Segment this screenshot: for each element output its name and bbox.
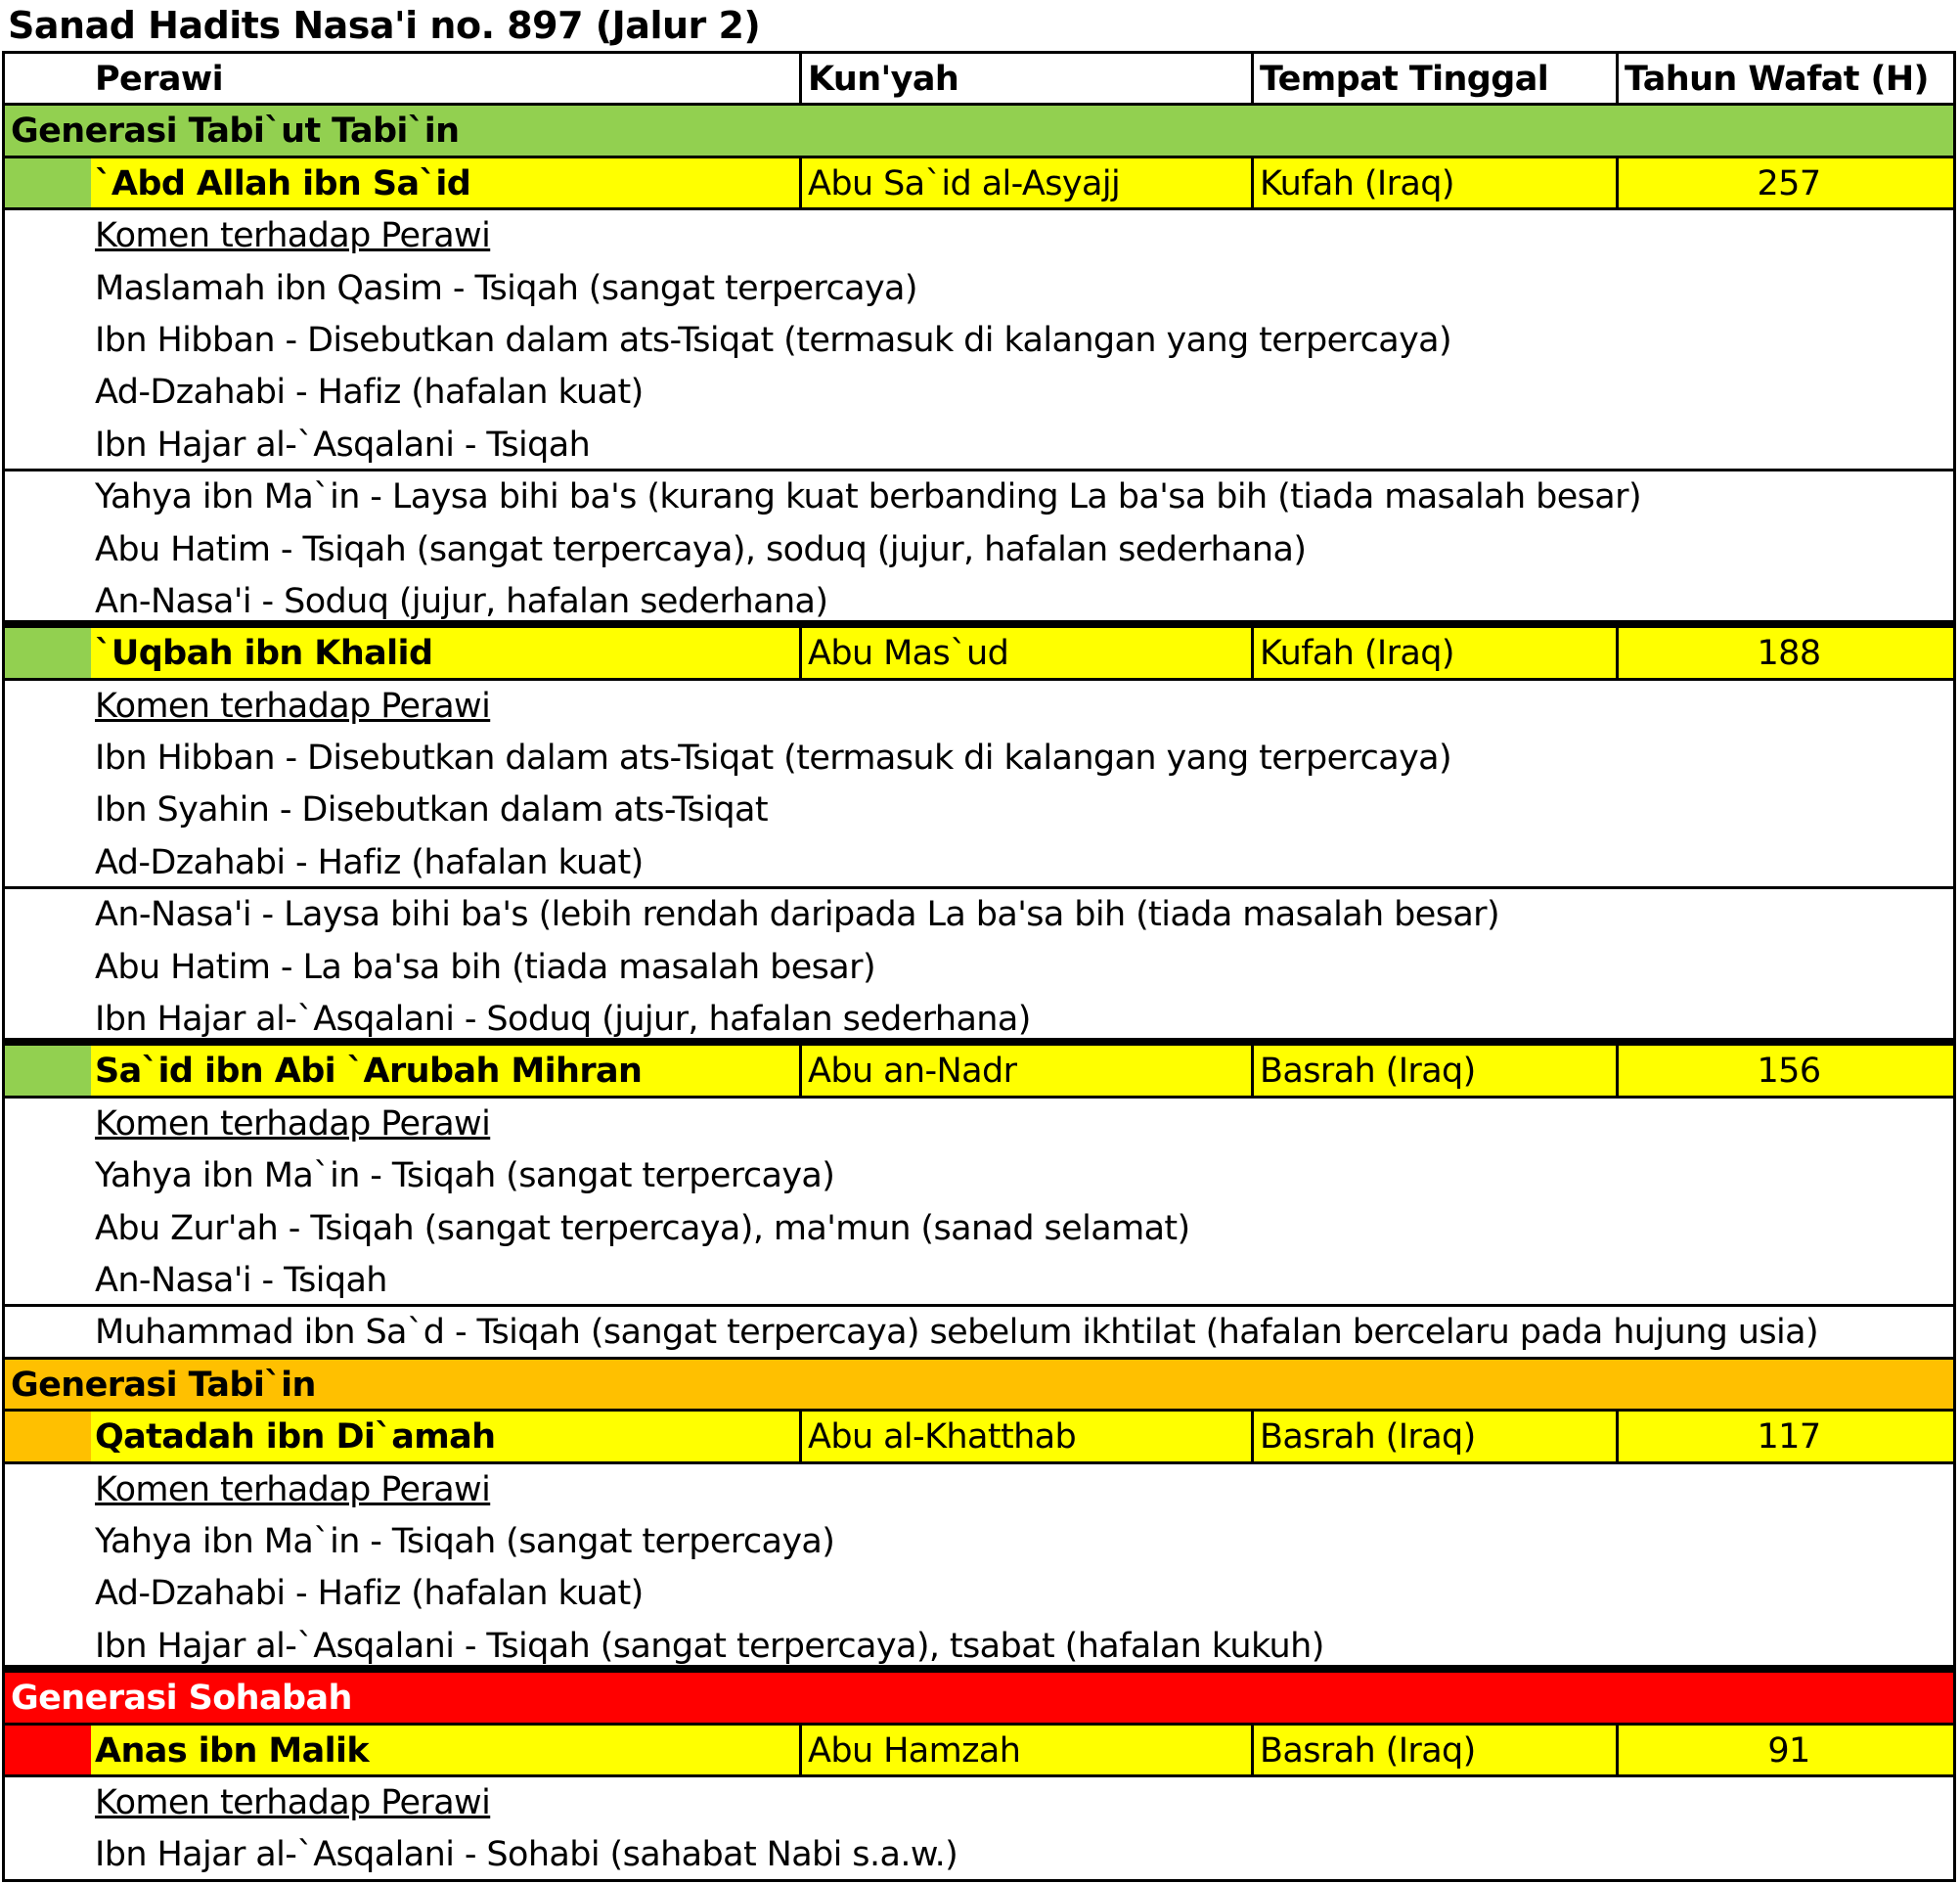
narrator-kunyah: Abu al-Khatthab [799, 1412, 1251, 1460]
generation-label: Generasi Tabi`in [11, 1365, 316, 1405]
generation-color-marker [5, 628, 91, 677]
comment-heading: Komen terhadap Perawi [95, 1103, 491, 1144]
comment-row [5, 576, 1953, 628]
comment-row [5, 733, 1953, 785]
comment-text: Maslamah ibn Qasim - Tsiqah (sangat terpercaya) [95, 268, 917, 308]
narrator-kunyah: Abu Sa`id al-Asyajj [799, 158, 1251, 207]
generation-color-marker [5, 1412, 91, 1460]
comment-row [5, 315, 1953, 367]
comment-row [5, 994, 1953, 1046]
comment-heading-row [5, 1777, 1953, 1829]
comment-text: Ibn Hibban - Disebutkan dalam ats-Tsiqat (termasuk di kalangan yang terpercaya) [95, 320, 1452, 360]
comment-heading: Komen terhadap Perawi [95, 686, 491, 726]
page-title: Sanad Hadits Nasa'i no. 897 (Jalur 2) [8, 4, 761, 47]
comment-row [5, 1516, 1953, 1568]
comment-heading-row [5, 1099, 1953, 1150]
narrator-tahun-wafat: 117 [1616, 1412, 1953, 1460]
comment-row [5, 420, 1953, 471]
comment-heading-row [5, 1464, 1953, 1516]
generation-label: Generasi Tabi`ut Tabi`in [11, 112, 460, 152]
comment-row [5, 524, 1953, 576]
narrator-name: Qatadah ibn Di`amah [95, 1417, 496, 1458]
comment-text: Yahya ibn Ma`in - Tsiqah (sangat terpercaya) [95, 1521, 835, 1561]
comment-heading: Komen terhadap Perawi [95, 1469, 491, 1509]
comment-text: Abu Zur'ah - Tsiqah (sangat terpercaya), ma'mun (sanad selamat) [95, 1208, 1190, 1248]
header-tempat-tinggal: Tempat Tinggal [1251, 54, 1616, 103]
narrator-row [5, 158, 1953, 210]
comment-text: Ad-Dzahabi - Hafiz (hafalan kuat) [95, 1574, 644, 1614]
comment-row [5, 1829, 1953, 1881]
comment-text: An-Nasa'i - Soduq (jujur, hafalan sederhana) [95, 581, 828, 621]
generation-color-marker [5, 158, 91, 207]
comment-text: An-Nasa'i - Tsiqah [95, 1260, 387, 1300]
comment-text: Ibn Hajar al-`Asqalani - Sohabi (sahabat Nabi s.a.w.) [95, 1835, 958, 1875]
narrator-kunyah: Abu Hamzah [799, 1726, 1251, 1774]
comment-text: Abu Hatim - La ba'sa bih (tiada masalah besar) [95, 947, 875, 987]
comment-text: Abu Hatim - Tsiqah (sangat terpercaya), soduq (jujur, hafalan sederhana) [95, 529, 1307, 569]
sanad-table [2, 51, 1956, 1882]
narrator-kunyah: Abu Mas`ud [799, 628, 1251, 677]
comment-text: Ibn Hajar al-`Asqalani - Tsiqah [95, 425, 591, 465]
comment-row [5, 1307, 1953, 1359]
narrator-tahun-wafat: 91 [1616, 1726, 1953, 1774]
narrator-row [5, 628, 1953, 680]
comment-heading: Komen terhadap Perawi [95, 216, 491, 256]
narrator-tempat-tinggal: Kufah (Iraq) [1251, 158, 1616, 207]
narrator-name: Anas ibn Malik [95, 1730, 370, 1771]
header-kunyah: Kun'yah [799, 54, 1251, 103]
comment-text: Ibn Hajar al-`Asqalani - Soduq (jujur, hafalan sederhana) [95, 1000, 1031, 1039]
comment-row [5, 1621, 1953, 1673]
comment-row [5, 1255, 1953, 1307]
narrator-row [5, 1412, 1953, 1463]
narrator-name: `Abd Allah ibn Sa`id [95, 163, 471, 203]
comment-row [5, 889, 1953, 941]
comment-text: Yahya ibn Ma`in - Laysa bihi ba's (kurang kuat berbanding La ba'sa bih (tiada masalah besar) [95, 477, 1641, 517]
generation-row-tabiut-tabiin [5, 106, 1953, 157]
comment-text: Ad-Dzahabi - Hafiz (hafalan kuat) [95, 373, 644, 413]
comment-heading: Komen terhadap Perawi [95, 1782, 491, 1822]
comment-row [5, 837, 1953, 889]
table-header-row [5, 54, 1953, 106]
comment-row [5, 471, 1953, 523]
comment-text: An-Nasa'i - Laysa bihi ba's (lebih rendah daripada La ba'sa bih (tiada masalah besar) [95, 895, 1500, 935]
narrator-tempat-tinggal: Basrah (Iraq) [1251, 1726, 1616, 1774]
comment-row [5, 785, 1953, 836]
narrator-tahun-wafat: 156 [1616, 1046, 1953, 1095]
narrator-tahun-wafat: 257 [1616, 158, 1953, 207]
generation-label: Generasi Sohabah [11, 1679, 352, 1719]
comment-text: Ad-Dzahabi - Hafiz (hafalan kuat) [95, 842, 644, 882]
header-perawi: Perawi [95, 60, 223, 99]
generation-row-tabiin [5, 1360, 1953, 1412]
generation-row-sohabah [5, 1673, 1953, 1725]
comment-heading-row [5, 681, 1953, 733]
comment-row [5, 367, 1953, 419]
comment-text: Muhammad ibn Sa`d - Tsiqah (sangat terpercaya) sebelum ikhtilat (hafalan bercelaru pada hujung usia) [95, 1313, 1819, 1353]
narrator-row [5, 1046, 1953, 1098]
comment-text: Ibn Hajar al-`Asqalani - Tsiqah (sangat terpercaya), tsabat (hafalan kukuh) [95, 1626, 1324, 1666]
comment-text: Ibn Syahin - Disebutkan dalam ats-Tsiqat [95, 790, 768, 830]
narrator-tempat-tinggal: Basrah (Iraq) [1251, 1046, 1616, 1095]
comment-heading-row [5, 210, 1953, 262]
comment-row [5, 1568, 1953, 1620]
comment-row [5, 263, 1953, 315]
narrator-name: `Uqbah ibn Khalid [95, 634, 433, 674]
narrator-row [5, 1726, 1953, 1777]
generation-color-marker [5, 1046, 91, 1095]
narrator-tahun-wafat: 188 [1616, 628, 1953, 677]
comment-text: Yahya ibn Ma`in - Tsiqah (sangat terpercaya) [95, 1156, 835, 1196]
comment-text: Ibn Hibban - Disebutkan dalam ats-Tsiqat (termasuk di kalangan yang terpercaya) [95, 739, 1452, 779]
narrator-tempat-tinggal: Kufah (Iraq) [1251, 628, 1616, 677]
narrator-kunyah: Abu an-Nadr [799, 1046, 1251, 1095]
generation-color-marker [5, 1726, 91, 1774]
narrator-name: Sa`id ibn Abi `Arubah Mihran [95, 1052, 643, 1092]
narrator-tempat-tinggal: Basrah (Iraq) [1251, 1412, 1616, 1460]
comment-row [5, 942, 1953, 994]
comment-row [5, 1203, 1953, 1255]
comment-row [5, 1150, 1953, 1202]
header-tahun-wafat: Tahun Wafat (H) [1616, 54, 1953, 103]
